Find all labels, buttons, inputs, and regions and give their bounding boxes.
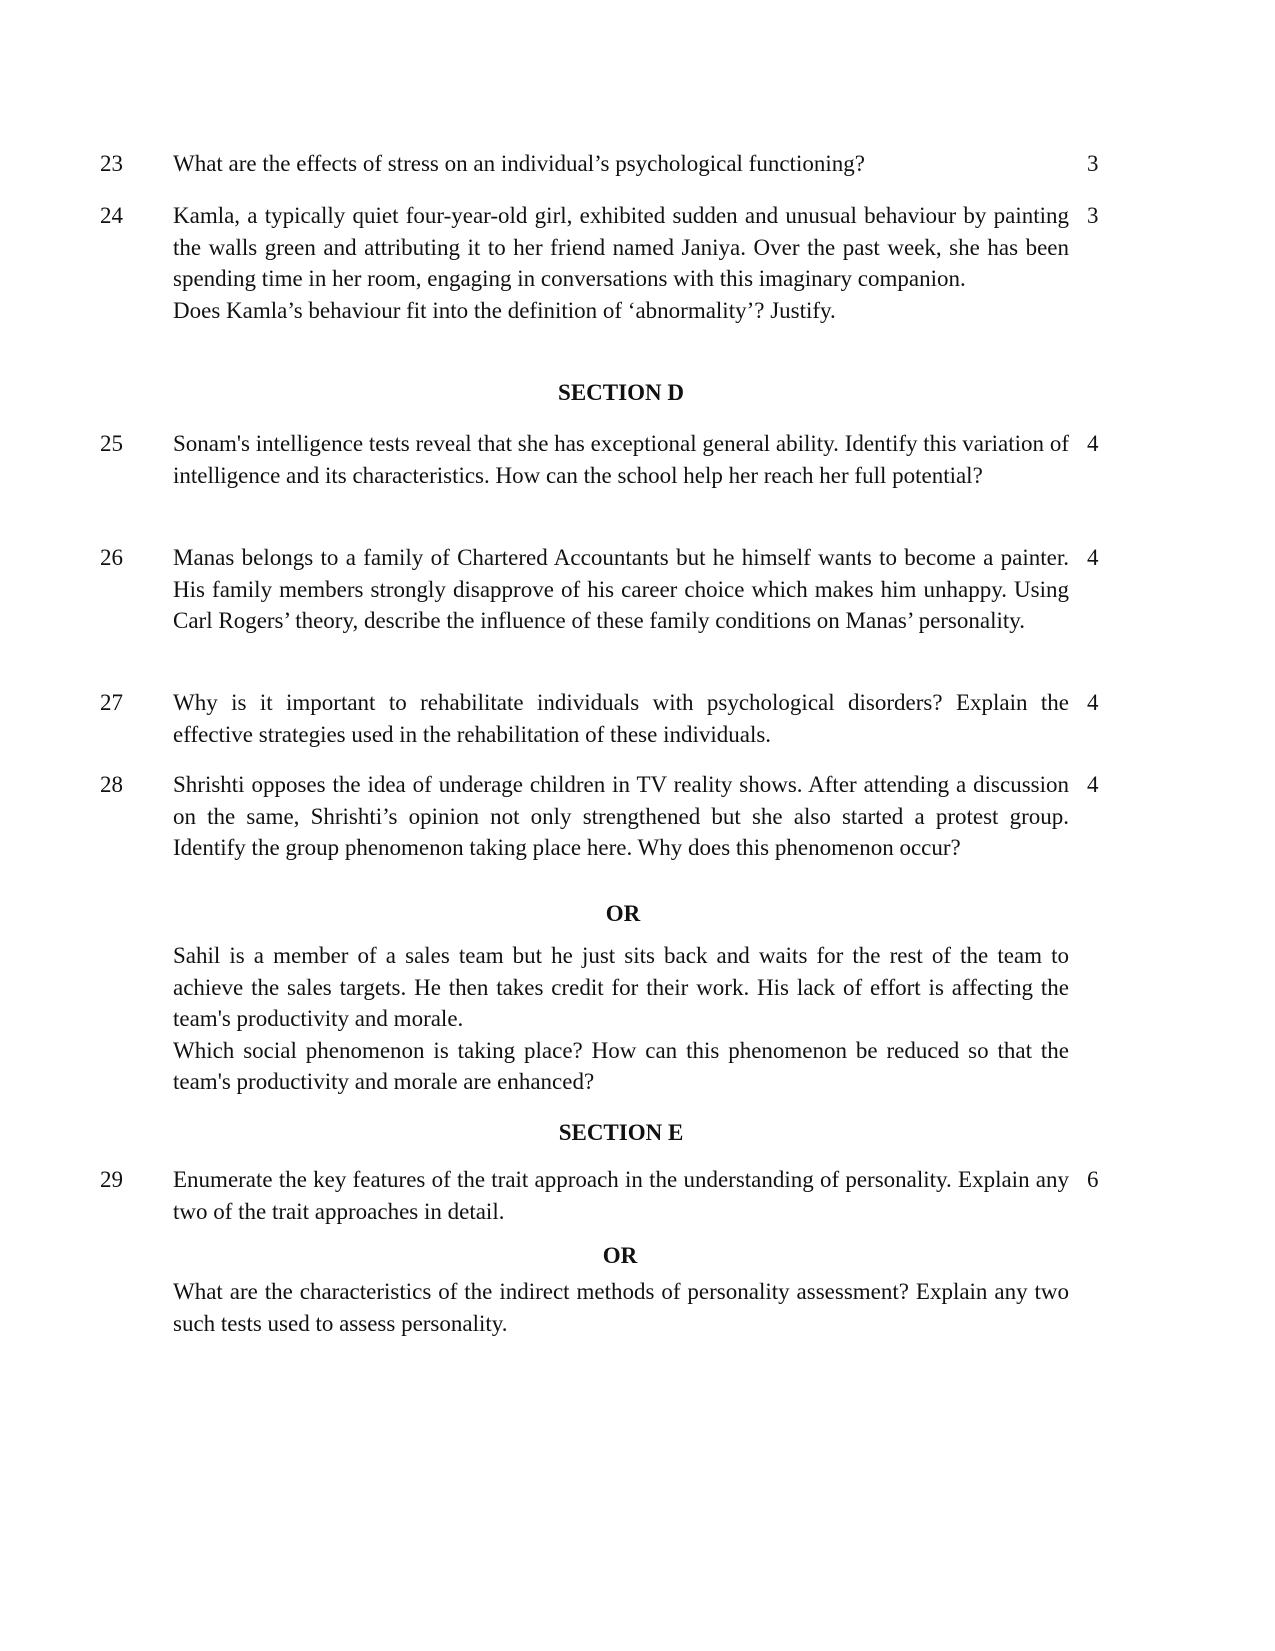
- question-text-block: [173, 1164, 1069, 1227]
- question-text-block: [173, 542, 1069, 637]
- question-text: What are the characteristics of the indirect methods of personality assessment? Explain any two such tests used to assess personality.: [173, 1279, 1069, 1336]
- question-number: 27: [100, 690, 123, 715]
- question-number: 29: [100, 1167, 123, 1192]
- question-number: 28: [100, 772, 123, 797]
- question-text: Shrishti opposes the idea of underage children in TV reality shows. After attending a discussion on the same, Shrishti’s opinion not only strengthened but she also started a protest group. Identify the group phenomenon taking place here. Why does this phenomenon occur?: [173, 772, 1069, 860]
- question-marks: 4: [1087, 772, 1099, 797]
- question-marks: 6: [1087, 1167, 1099, 1192]
- question-marks: 4: [1087, 690, 1099, 715]
- question-number: 25: [100, 431, 123, 456]
- question-text: Sahil is a member of a sales team but he just sits back and waits for the rest of the team to achieve the sales targets. He then takes credit for their work. His lack of effort is affecting the team's productivity and morale.: [173, 943, 1069, 1031]
- question-text-block: [173, 687, 1069, 750]
- section-heading-d: SECTION D: [558, 380, 684, 405]
- question-text-block: [173, 428, 1069, 491]
- alternative-question-29: [173, 1276, 1069, 1339]
- section-heading-e: SECTION E: [558, 1120, 684, 1145]
- question-text-block: [173, 200, 1069, 326]
- question-marks: 3: [1087, 203, 1099, 228]
- question-marks: 4: [1087, 545, 1099, 570]
- question-text: Kamla, a typically quiet four-year-old girl, exhibited sudden and unusual behaviour by painting the walls green and attributing it to her friend named Janiya. Over the past week, she has been spending time in her room, engaging in conversations with this imaginary companion.: [173, 203, 1069, 291]
- question-text: What are the effects of stress on an individual’s psychological functioning?: [173, 151, 865, 176]
- question-text: Why is it important to rehabilitate individuals with psychological disorders? Explain the effective strategies used in the rehabilitation of these individuals.: [173, 690, 1069, 747]
- alternative-question-28: [173, 940, 1069, 1098]
- question-text: Which social phenomenon is taking place? How can this phenomenon be reduced so that the team's productivity and morale are enhanced?: [173, 1037, 1069, 1094]
- question-marks: 3: [1087, 151, 1099, 176]
- question-marks: 4: [1087, 431, 1099, 456]
- question-text: Does Kamla’s behaviour fit into the definition of ‘abnormality’? Justify.: [173, 297, 836, 323]
- question-text: Manas belongs to a family of Chartered Accountants but he himself wants to become a painter. His family members strongly disapprove of his career choice which makes him unhappy. Using Carl Rogers’ theory, describe the influence of these family conditions on Manas’ personality.: [173, 545, 1069, 633]
- question-number: 23: [100, 151, 123, 176]
- question-text: Enumerate the key features of the trait approach in the understanding of personality. Explain any two of the trait approaches in detail.: [173, 1167, 1069, 1224]
- question-text: Sonam's intelligence tests reveal that she has exceptional general ability. Identify this variation of intelligence and its characteristics. How can the school help her reach her full potential?: [173, 431, 1069, 488]
- question-number: 24: [100, 203, 123, 228]
- or-divider: OR: [605, 901, 641, 926]
- question-text-block: [173, 769, 1069, 864]
- question-text-block: [173, 148, 1069, 180]
- question-number: 26: [100, 545, 123, 570]
- or-divider: OR: [602, 1243, 638, 1268]
